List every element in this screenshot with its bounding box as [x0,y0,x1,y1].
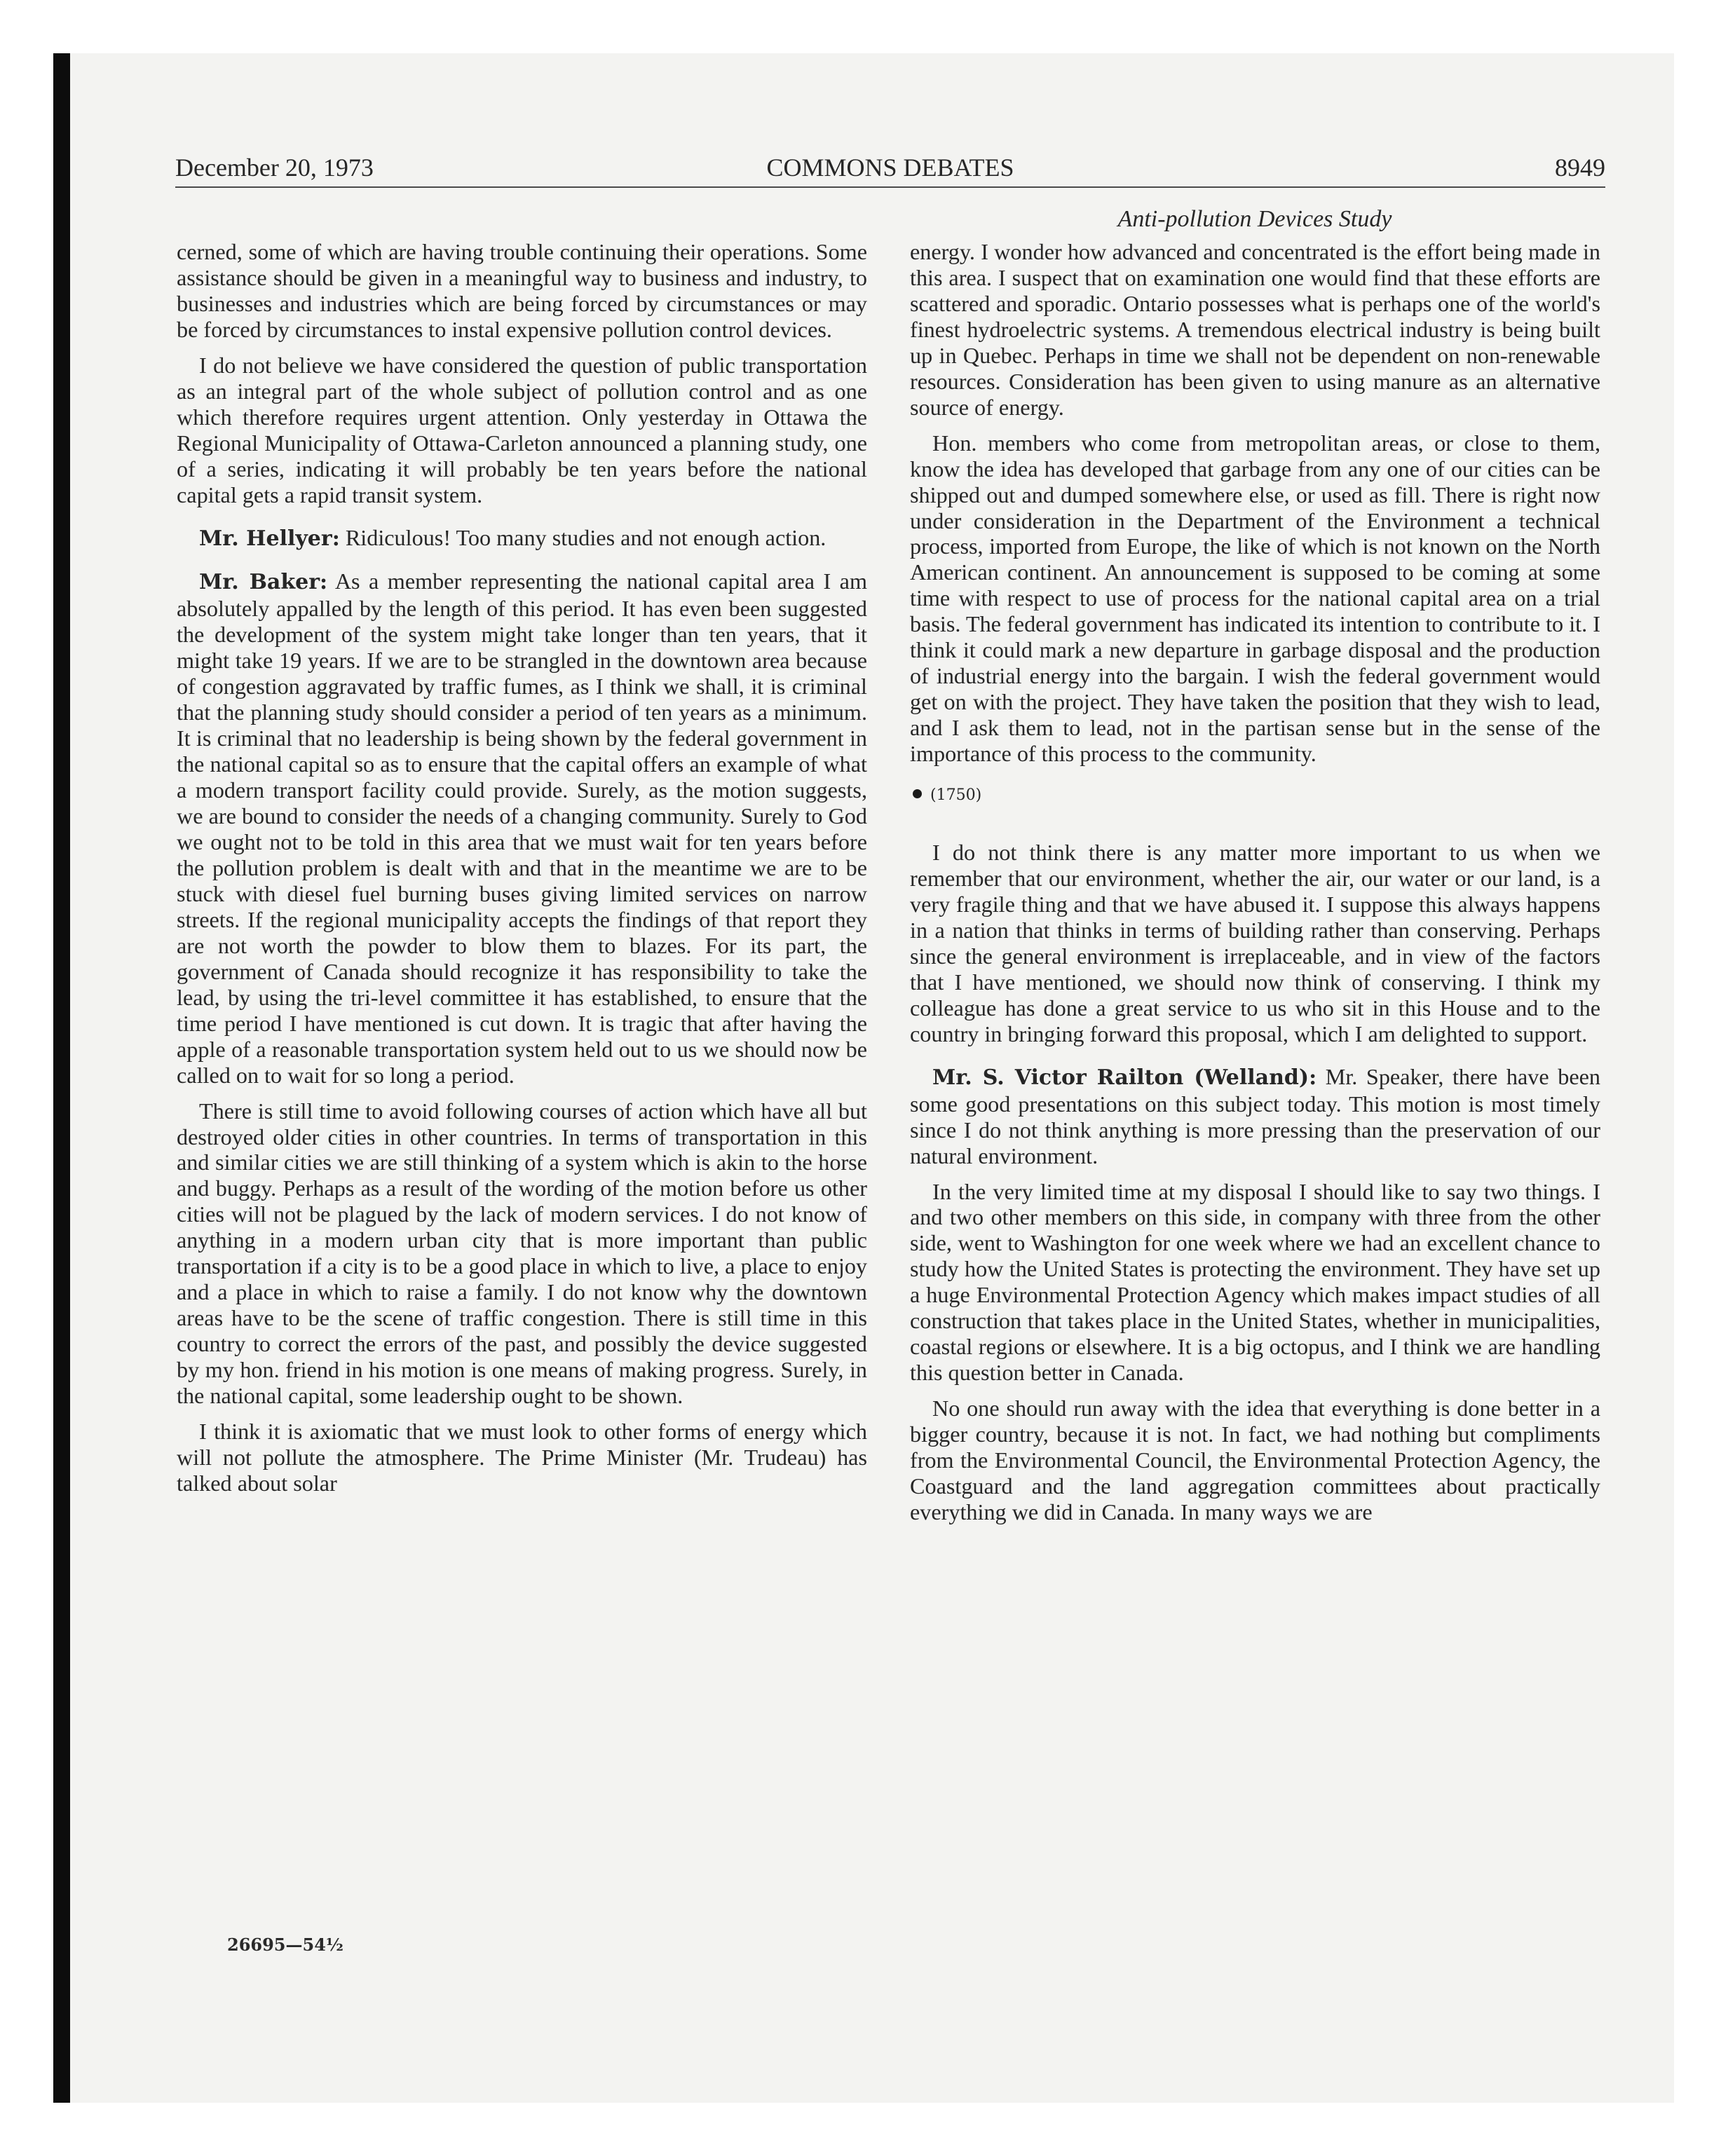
left-column [177,239,867,1506]
time-marker-text: (1750) [930,786,982,805]
paragraph: In the very limited time at my disposal I should like to say two things. I and two other members on this side, in company with three from the other side, went to Washington for one week where we had an excellent chance to study how the United States is protecting the environment. They have set up a huge Environmental Protection Agency which makes impact studies of all construction that takes place in the United States, whether in municipalities, coastal regions or elsewhere. It is a big octopus, and I think we are handling this question better in Canada. [910,1178,1600,1386]
paragraph: I think it is axiomatic that we must look to other forms of energy which will not pollute the atmosphere. The Prime Minister (Mr. Trudeau) has talked about solar [177,1418,867,1496]
header-title: COMMONS DEBATES [766,153,1014,182]
right-column [910,239,1600,1535]
time-marker [910,785,1600,806]
speech-baker [177,568,867,1088]
speech-text: Mr. Speaker, there have been some good presentations on this subject today. This motion is most timely since I do not think anything is more pressing than the preservation of our natural environment. [910,1063,1600,1168]
speech-text: As a member representing the national capital area I am absolutely appalled by the length of this period. It has even been suggested the development of the system might take longer than ten years, that it might take 19 years. If we are to be strangled in the downtown area because of congestion aggravated by traffic fumes, as I think we shall, it is criminal that the planning study should consider a period of ten years as a minimum. It is criminal that no leadership is being shown by the federal government in the national capital so as to ensure that the capital offers an example of what a modern transport facility could provide. Surely, as the motion suggests, we are bound to consider the needs of a changing community. Surely to God we ought not to be told in this area that we must wait for ten years before the pollution problem is dealt with and that in the meantime we are to be stuck with diesel fuel burning buses giving limited services on narrow streets. If the regional municipality accepts the findings of that report they are not worth the powder to blow them to blazes. For its part, the government of Canada should recognize it has responsibility to take the lead, by using the tri-level committee it has established, to ensure that the time period I have mentioned is cut down. It is tragic that after having the apple of a reasonable transportation system held out to us we should now be called on to wait for so long a period. [177,568,867,1088]
header-date: December 20, 1973 [175,153,374,182]
page-number: 8949 [1555,153,1605,182]
speech-hellyer [177,525,867,552]
speaker-name: Mr. Baker: [199,570,328,595]
speech-text: Ridiculous! Too many studies and not enough action. [345,524,826,550]
speaker-name: Mr. Hellyer: [199,526,340,551]
footer-print-code: 26695—54½ [227,1935,343,1955]
speech-railton [910,1064,1600,1169]
paragraph: I do not believe we have considered the question of public transportation as an integral part of the whole subject of pollution control and as one which therefore requires urgent attention. Only yesterday in Ottawa the Regional Municipality of Ottawa-Carleton announced a planning study, one of a series, indicating it will probably be ten years before the national capital gets a rapid transit system. [177,352,867,507]
scan-edge-shadow [53,53,70,2103]
section-subheading: Anti-pollution Devices Study [1117,206,1392,232]
paragraph: cerned, some of which are having trouble continuing their operations. Some assistance should be given in a meaningful way to business and industry, to businesses and industries which are being forced by circumstances or may be forced by circumstances to instal expensive pollution control devices. [177,239,867,342]
paragraph: Hon. members who come from metropolitan areas, or close to them, know the idea has developed that garbage from any one of our cities can be shipped out and dumped somewhere else, or used as fill. There is right now under consideration in the Department of the Environment a technical process, imported from Europe, the like of which is not known on the North American continent. An announcement is supposed to be coming at some time with respect to use of process for the national capital area on a trial basis. The federal government has indicated its intention to contribute to it. I think it could mark a new departure in garbage disposal and the production of industrial energy into the bargain. I wish the federal government would get on with the project. They have taken the position that they wish to lead, and I ask them to lead, not in the partisan sense but in the sense of the importance of this process to the community. [910,430,1600,767]
paragraph: There is still time to avoid following courses of action which have all but destroyed older cities in other countries. In terms of transportation in this and similar cities we are still thinking of a system which is akin to the horse and buggy. Perhaps as a result of the wording of the motion before us other cities will not be plagued by the lack of modern services. I do not know of anything in a modern urban city that is more important than public transportation if a city is to be a good place in which to live, a place to enjoy and a place in which to raise a family. I do not know why the downtown areas have to be the scene of traffic congestion. There is still time in this country to correct the errors of the past, and possibly the device suggested by my hon. friend in his motion is one means of making progress. Surely, in the national capital, some leadership ought to be shown. [177,1098,868,1409]
paragraph: No one should run away with the idea that everything is done better in a bigger country, because it is not. In fact, we had nothing but compliments from the Environmental Council, the Environmental Protection Agency, the Coastguard and the land aggregation committees about practically everything we did in Canada. In many ways we are [910,1396,1600,1524]
paragraph: I do not think there is any matter more important to us when we remember that our environment, whether the air, our water or our land, is a very fragile thing and that we have abused it. I suppose this always happens in a nation that thinks in terms of building rather than conserving. Perhaps since the general environment is irreplaceable, and in view of the factors that I have mentioned, we should now think of conserving. I think my colleague has done a great service to us who sit in this House and to the country in bringing forward this proposal, which I am delighted to support. [910,840,1600,1046]
bullet-dot-icon [913,789,922,798]
header-rule [175,186,1605,188]
speaker-name: Mr. S. Victor Railton (Welland): [932,1065,1317,1090]
paragraph: energy. I wonder how advanced and concentrated is the effort being made in this area. I suspect that on examination one would find that these efforts are scattered and sporadic. Ontario possesses what is perhaps one of the world's finest hydroelectric systems. A tremendous electrical industry is being built up in Quebec. Perhaps in time we shall not be dependent on non-renewable resources. Consideration has been given to using manure as an alternative source of energy. [910,239,1600,420]
page-header [175,149,1605,186]
